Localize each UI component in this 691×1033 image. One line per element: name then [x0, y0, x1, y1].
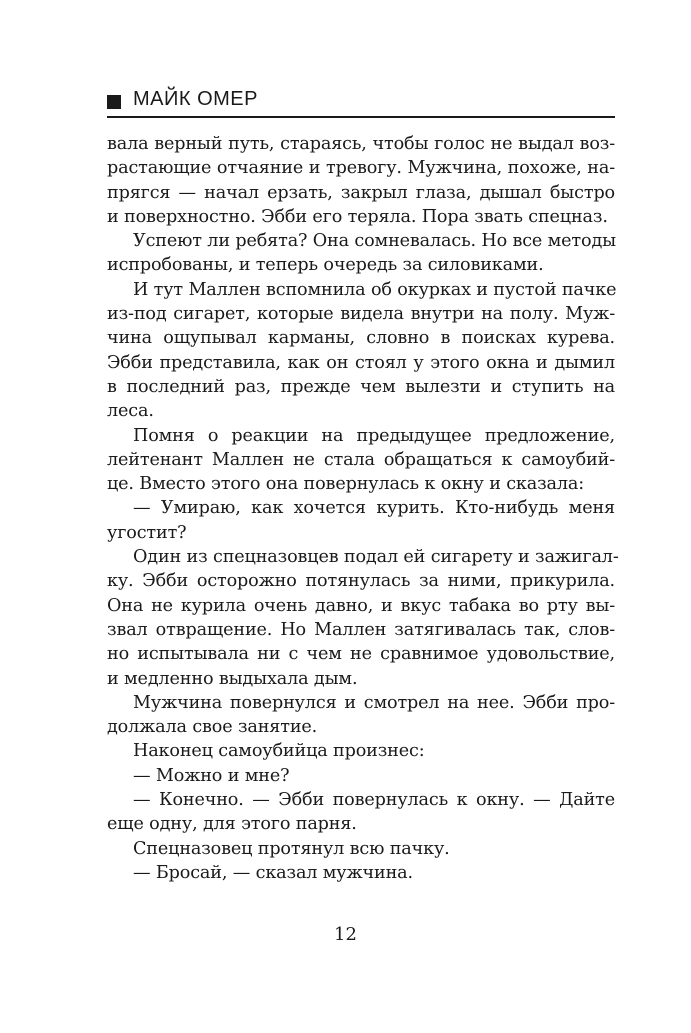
text-line: Мужчина повернулся и смотрел на нее. Эбби про- [133, 692, 615, 713]
running-header [107, 86, 615, 118]
text-line: испробованы, и теперь очередь за силовиками. [107, 255, 544, 276]
text-line: леса. [107, 401, 154, 422]
text-line: — Можно и мне? [133, 765, 290, 786]
text-line: прягся — начал ерзать, закрыл глаза, дышал быстро [107, 182, 615, 203]
text-line: це. Вместо этого она повернулась к окну и сказала: [107, 474, 585, 495]
text-line: — Конечно. — Эбби повернулась к окну. — Дайте [133, 790, 615, 811]
text-line: Наконец самоубийца произнес: [133, 741, 425, 762]
text-line: Помня о реакции на предыдущее предложение, [133, 425, 615, 446]
text-line: еще одну, для этого парня. [107, 814, 357, 835]
text-line: — Бросай, — сказал мужчина. [133, 862, 413, 883]
text-line: в последний раз, прежде чем вылезти и ступить на [107, 376, 615, 397]
text-line: Эбби представила, как он стоял у этого окна и дымил [107, 352, 615, 373]
text-line: Один из спецназовцев подал ей сигарету и зажигал- [133, 547, 619, 568]
text-line: должала свое занятие. [107, 717, 318, 738]
text-line: Спецназовец протянул всю пачку. [133, 838, 450, 859]
text-line: чина ощупывал карманы, словно в поисках курева. [107, 328, 615, 349]
text-line: растающие отчаяние и тревогу. Мужчина, похоже, на- [107, 158, 615, 179]
text-line: и поверхностно. Эбби его теряла. Пора звать спецназ. [107, 206, 608, 227]
text-line: лейтенант Маллен не стала обращаться к самоубий- [107, 449, 615, 470]
body-text [107, 132, 619, 885]
text-line: И тут Маллен вспомнила об окурках и пустой пачке [133, 279, 617, 300]
text-line: — Умираю, как хочется курить. Кто-нибудь меня [133, 498, 615, 519]
header-author-name: МАЙК ОМЕР [133, 88, 258, 110]
text-line: вала верный путь, стараясь, чтобы голос не выдал воз- [107, 134, 615, 154]
header-square-mark [107, 95, 121, 109]
text-line: звал отвращение. Но Маллен затягивалась так, слов- [107, 619, 615, 640]
text-line: и медленно выдыхала дым. [107, 668, 358, 689]
text-line: ку. Эбби осторожно потянулась за ними, прикурила. [107, 571, 615, 592]
text-line: Успеют ли ребята? Она сомневалась. Но все методы [133, 231, 616, 252]
text-line: но испытывала ни с чем не сравнимое удовольствие, [107, 644, 615, 665]
text-line: из-под сигарет, которые видела внутри на полу. Муж- [107, 304, 615, 325]
text-line: Она не курила очень давно, и вкус табака во рту вы- [107, 595, 615, 616]
text-line: угостит? [107, 522, 187, 543]
page-number: 12 [334, 924, 357, 945]
